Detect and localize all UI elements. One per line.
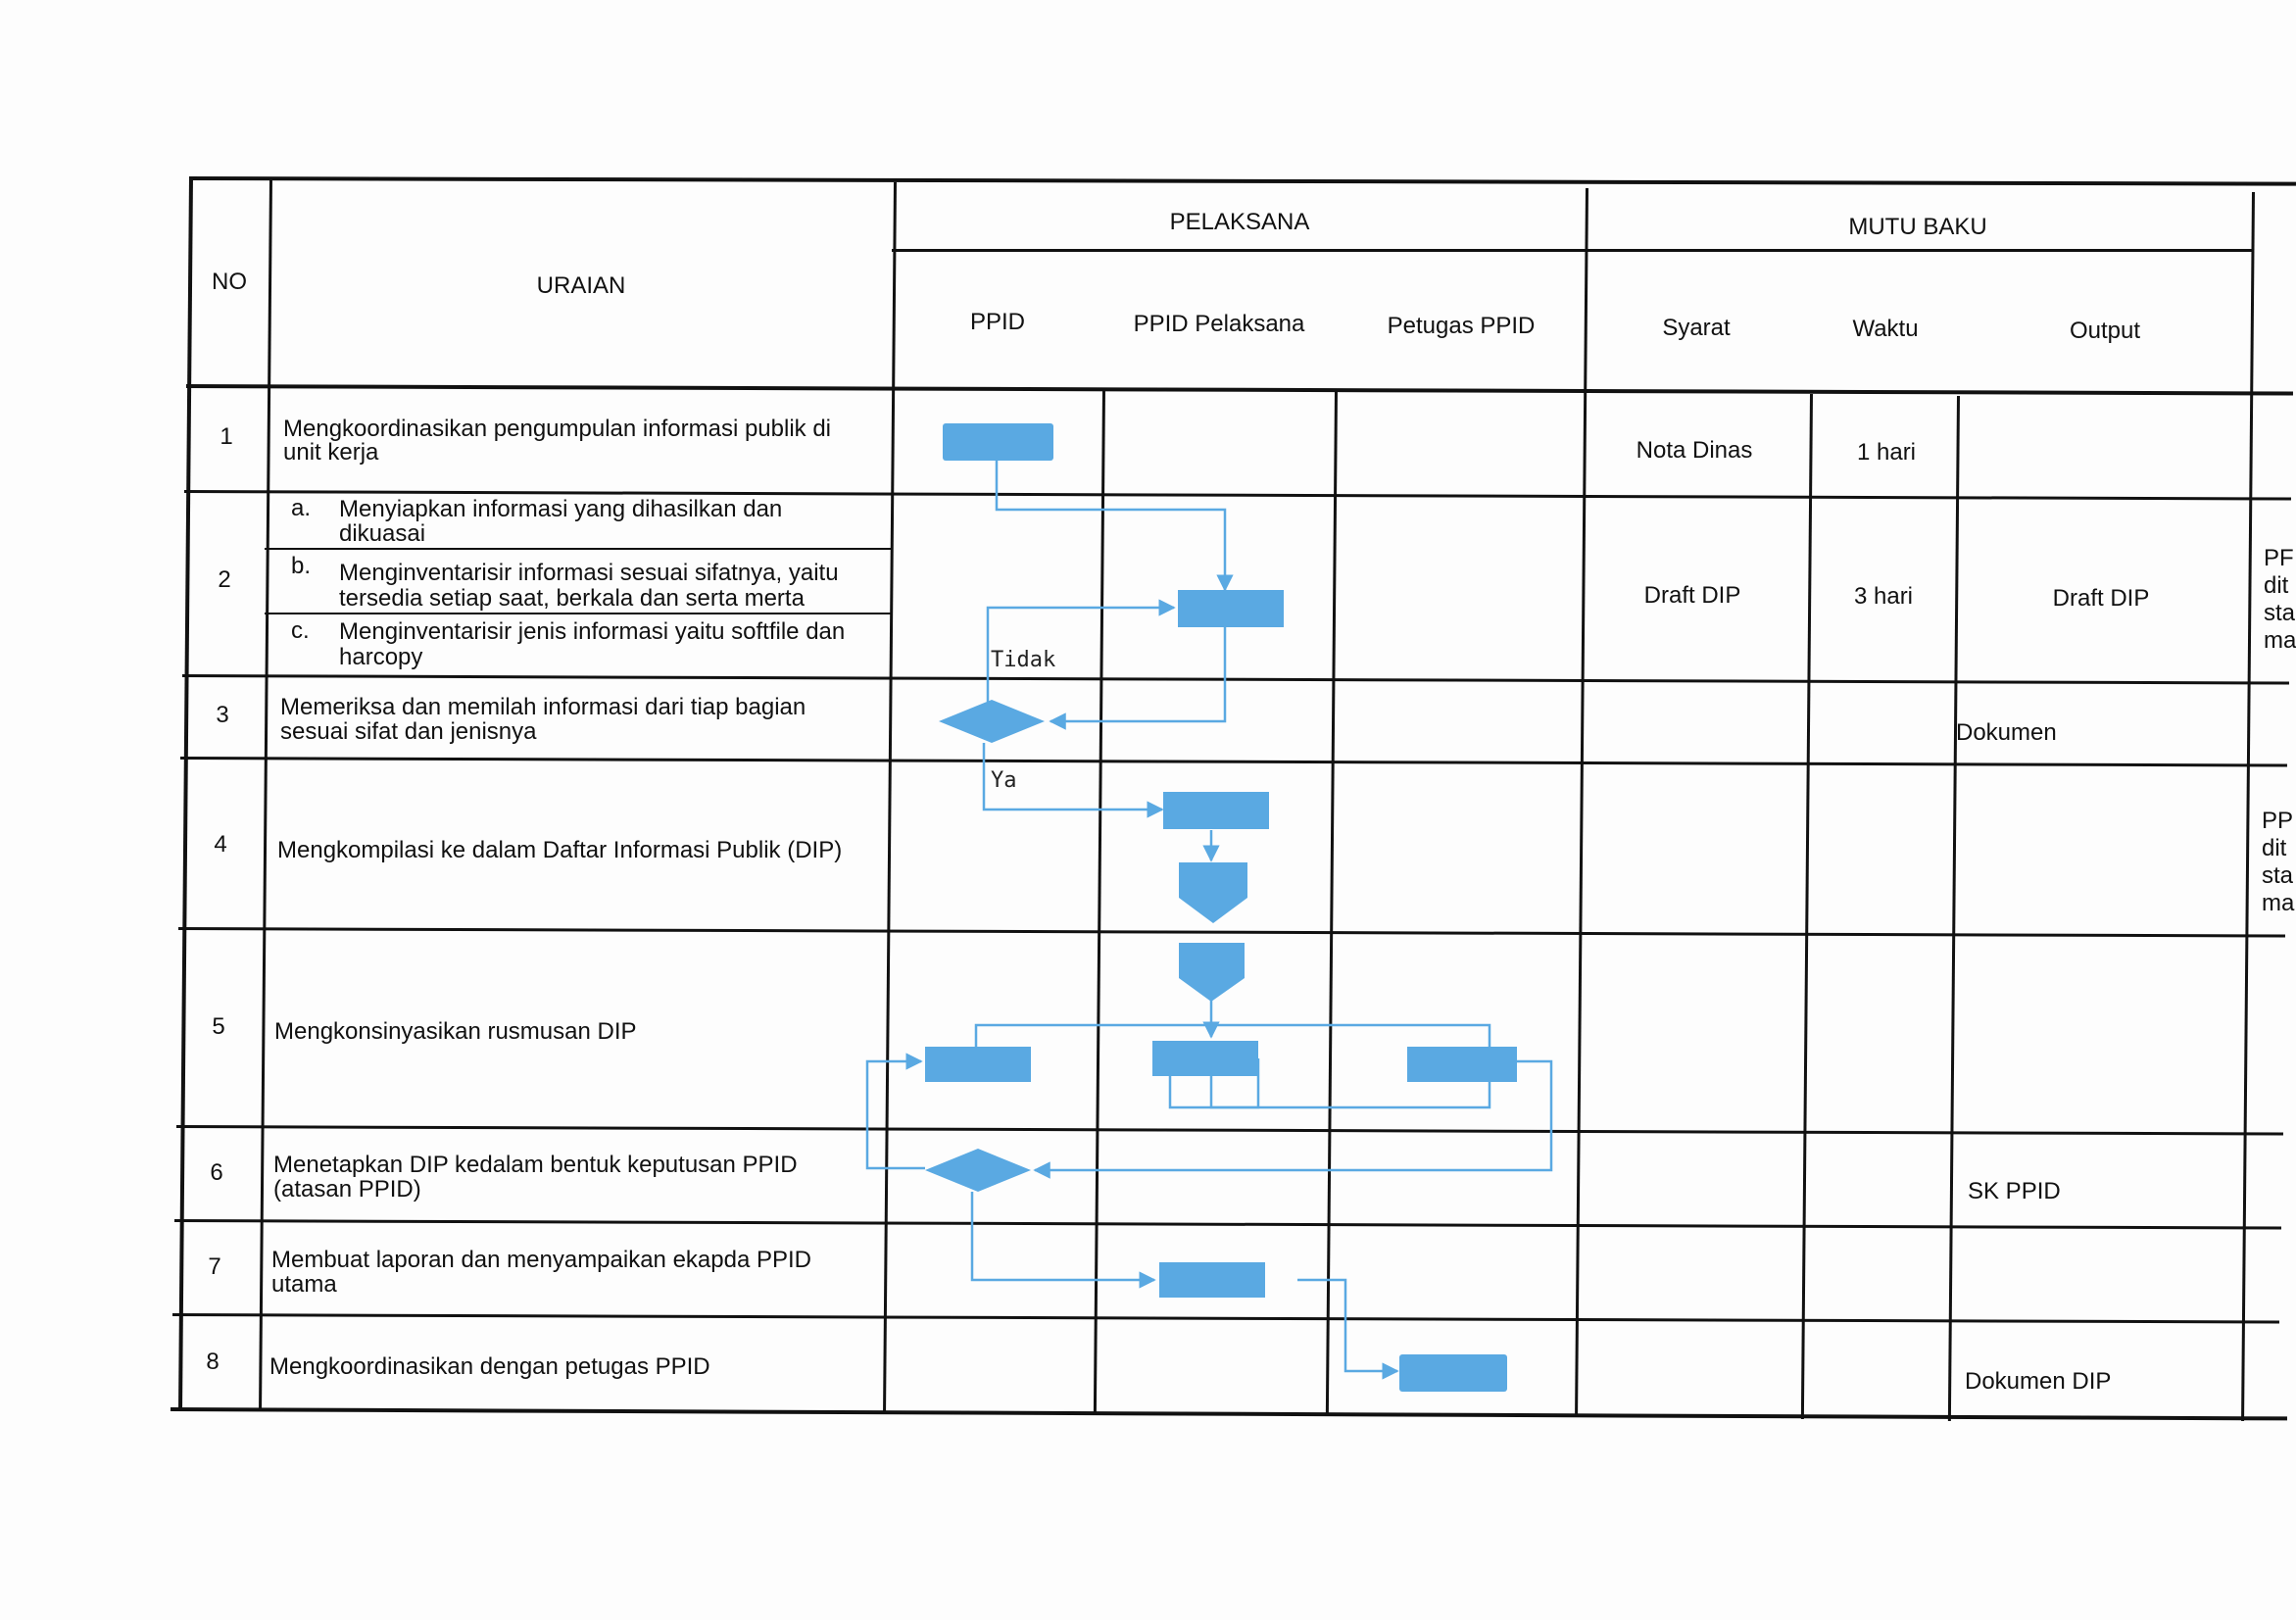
connector-7-to-8 (1297, 1280, 1397, 1371)
row-4-ket-2: dit (2262, 835, 2287, 861)
row-2c-letter: c. (291, 617, 310, 644)
row-2a-line-1: Menyiapkan informasi yang dihasilkan dan (339, 496, 783, 522)
process-box-5-petugas (1407, 1047, 1517, 1082)
row-no-7: 7 (208, 1253, 221, 1280)
header-uraian: URAIAN (536, 272, 626, 299)
flow-shapes (925, 423, 1517, 1392)
header-mutu-baku: MUTU BAKU (1848, 214, 1987, 240)
header-col-output: Output (2069, 318, 2141, 344)
row-3-output: Dokumen (1956, 719, 2057, 746)
connector-2-to-decision (1050, 627, 1225, 721)
header-col-petugas-ppid: Petugas PPID (1387, 313, 1536, 339)
row-8-uraian-line-1: Mengkoordinasikan dengan petugas PPID (269, 1353, 710, 1380)
row-2a-line-2: dikuasai (339, 520, 426, 547)
row-no-3: 3 (216, 702, 229, 728)
row-3-uraian-line-2: sesuai sifat dan jenisnya (280, 718, 537, 745)
row-2-ket-3: sta (2264, 600, 2296, 626)
connector-6-to-7 (972, 1192, 1154, 1280)
row-2-output: Draft DIP (2052, 585, 2150, 612)
row-2-ket-4: ma (2264, 627, 2296, 654)
row-no-2: 2 (218, 566, 231, 593)
row-2c-line-1: Menginventarisir jenis informasi yaitu softfile dan (339, 618, 846, 645)
row-6-output: SK PPID (1968, 1178, 2061, 1204)
row-2-syarat: Draft DIP (1643, 582, 1741, 609)
header-pelaksana: PELAKSANA (1169, 209, 1310, 235)
row-7-uraian-line-2: utama (271, 1271, 337, 1298)
process-box-2 (1178, 590, 1284, 627)
row-2-ket-2: dit (2264, 572, 2289, 599)
row-1-uraian-line-2: unit kerja (283, 439, 379, 466)
flow-label-tidak: Tidak (991, 648, 1056, 672)
row-no-5: 5 (212, 1013, 225, 1040)
row-2c-line-2: harcopy (339, 644, 423, 670)
row-2-waktu: 3 hari (1853, 583, 1914, 610)
connector-1-to-2 (997, 461, 1225, 590)
process-box-5-pelaksana (1152, 1041, 1258, 1076)
row-no-1: 1 (220, 423, 233, 450)
process-box-1 (943, 423, 1053, 461)
row-7-uraian-line-1: Membuat laporan dan menyampaikan ekapda PPID (271, 1247, 811, 1273)
flow-label-ya: Ya (991, 768, 1017, 793)
row-1-syarat: Nota Dinas (1636, 437, 1753, 464)
row-2a-letter: a. (291, 495, 312, 521)
row-4-uraian-line-1: Mengkompilasi ke dalam Daftar Informasi Publik (DIP) (277, 837, 843, 863)
row-2-ket-1: PF (2264, 545, 2294, 571)
process-box-7 (1159, 1262, 1265, 1298)
row-no-8: 8 (206, 1349, 220, 1375)
header-col-waktu: Waktu (1852, 316, 1919, 342)
process-box-5-ppid (925, 1047, 1031, 1082)
row-no-6: 6 (210, 1159, 223, 1186)
process-box-8 (1399, 1354, 1507, 1392)
row-4-ket-4: ma (2262, 890, 2295, 916)
offpage-connector-4 (1179, 862, 1247, 923)
row-4-ket-3: sta (2262, 862, 2294, 889)
row-6-uraian-line-2: (atasan PPID) (273, 1176, 421, 1203)
row-2b-letter: b. (291, 553, 312, 579)
header-col-ppid: PPID (969, 309, 1026, 335)
row-no-4: 4 (214, 831, 227, 858)
header-col-syarat: Syarat (1662, 315, 1731, 341)
header-col-ppid-pelaksana: PPID Pelaksana (1133, 311, 1305, 337)
decision-diamond-6 (925, 1149, 1031, 1192)
row-3-uraian-line-1: Memeriksa dan memilah informasi dari tiap bagian (280, 694, 806, 720)
row-2b-line-1: Menginventarisir informasi sesuai sifatnya, yaitu (339, 560, 839, 586)
row-1-waktu: 1 hari (1856, 439, 1917, 466)
connector-left-loop (867, 1061, 925, 1168)
row-1-uraian-line-1: Mengkoordinasikan pengumpulan informasi publik di (283, 416, 831, 442)
decision-diamond-3 (939, 700, 1045, 743)
header-no: NO (212, 269, 247, 295)
row-5-uraian-line-1: Mengkonsinyasikan rusmusan DIP (274, 1018, 637, 1045)
row-6-uraian-line-1: Menetapkan DIP kedalam bentuk keputusan PPID (273, 1152, 798, 1178)
row-8-output: Dokumen DIP (1965, 1368, 2112, 1395)
row-4-ket-1: PP (2262, 808, 2294, 834)
process-box-4 (1163, 792, 1269, 829)
onpage-connector-5 (1179, 943, 1245, 1002)
row-2b-line-2: tersedia setiap saat, berkala dan serta merta (339, 585, 805, 612)
